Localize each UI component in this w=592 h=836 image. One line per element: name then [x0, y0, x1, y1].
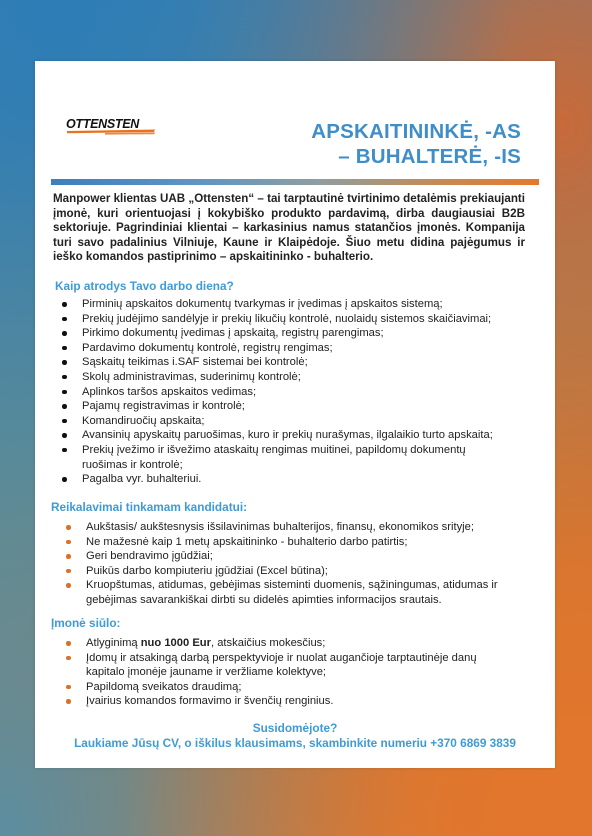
list-item: Aplinkos taršos apskaitos vedimas;	[55, 385, 535, 400]
list-item: Pirminių apskaitos dokumentų tvarkymas ir įvedimas į apskaitos sistemą;	[55, 297, 535, 312]
requirements-heading: Reikalavimai tinkamam kandidatui:	[51, 500, 248, 514]
company-intro: Manpower klientas UAB „Ottensten“ – tai tarptautinė tvirtinimo detalėmis prekiaujanti įmonė, kuri orientuojasi į kokybiško produkto pardavimą, dirba daugiausiai B2B sektoriuje. Pagrindiniai klientai – karkasinius namus statančios įmonės. Kompanija turi savo padalinius Vilniuje, Kaune ir Klaipėdoje. Šiuo metu didina pajėgumus ir ieško komandos pastiprinimo – apskaitininko - buhalterio.	[53, 192, 525, 264]
list-item: Pardavimo dokumentų kontrolė, registrų rengimas;	[55, 341, 535, 356]
list-item: Puikūs darbo kompiuteriu įgūdžiai (Excel būtina);	[59, 564, 531, 579]
job-title-line-2: – BUHALTERĖ, -IS	[338, 145, 521, 168]
ottensten-logo	[65, 116, 160, 142]
cta-contact: Laukiame Jūsų CV, o iškilus klausimams, skambinkite numeriu +370 6869 3839	[74, 736, 516, 750]
gradient-divider	[51, 179, 539, 185]
list-item: Geri bendravimo įgūdžiai;	[59, 549, 531, 564]
list-item: Prekių judėjimo sandėlyje ir prekių likučių kontrolė, nuolaidų sistemos skaičiavimai;	[55, 312, 535, 327]
list-item: Sąskaitų teikimas i.SAF sistemai bei kontrolė;	[55, 355, 535, 370]
duties-heading: Kaip atrodys Tavo darbo diena?	[55, 279, 234, 293]
list-item: Komandiruočių apskaita;	[55, 414, 535, 429]
list-item: Papildomą sveikatos draudimą;	[59, 680, 525, 695]
list-item: Avansinių apyskaitų paruošimas, kuro ir prekių nurašymas, ilgalaikio turto apskaita;	[55, 428, 535, 443]
offer-list	[59, 636, 525, 709]
job-title	[311, 119, 521, 169]
job-title-line-1: APSKAITININKĖ, -AS	[311, 120, 521, 143]
requirements-list	[59, 520, 531, 608]
job-ad-sheet	[35, 61, 555, 768]
salary-suffix: , atskaičius mokesčius;	[210, 637, 326, 649]
duties-list	[55, 297, 535, 487]
list-item: Aukštasis/ aukštesnysis išsilavinimas buhalterijos, finansų, ekonomikos srityje;	[59, 520, 531, 535]
salary-prefix: Atlyginimą	[86, 637, 141, 649]
list-item: Skolų administravimas, suderinimų kontrolė;	[55, 370, 535, 385]
svg-text:OTTENSTEN: OTTENSTEN	[66, 117, 139, 131]
list-item: Pajamų registravimas ir kontrolė;	[55, 399, 535, 414]
list-item: Pirkimo dokumentų įvedimas į apskaitą, registrų parengimas;	[55, 326, 535, 341]
list-item-salary	[59, 636, 525, 651]
list-item: Įvairius komandos formavimo ir švenčių renginius.	[59, 694, 525, 709]
list-item: Prekių įvežimo ir išvežimo ataskaitų rengimas muitinei, papildomų dokumentų ruošimas ir kontrolė;	[55, 443, 535, 472]
cta-question: Susidomėjote?	[252, 721, 338, 735]
list-item: Kruopštumas, atidumas, gebėjimas sisteminti duomenis, sąžiningumas, atidumas ir gebėjimas savarankiškai dirbti su didelės apimties informacijos srautais.	[59, 578, 531, 607]
list-item: Ne mažesnė kaip 1 metų apskaitininko - buhalterio darbo patirtis;	[59, 535, 531, 550]
list-item: Įdomų ir atsakingą darbą perspektyvioje ir nuolat augančioje tarptautinėje danų kapitalo įmonėje jauname ir veržliame kolektyve;	[59, 651, 525, 680]
list-item: Pagalba vyr. buhalteriui.	[55, 472, 535, 487]
offer-heading: Įmonė siūlo:	[51, 616, 121, 630]
salary-amount: nuo 1000 Eur	[140, 637, 211, 649]
